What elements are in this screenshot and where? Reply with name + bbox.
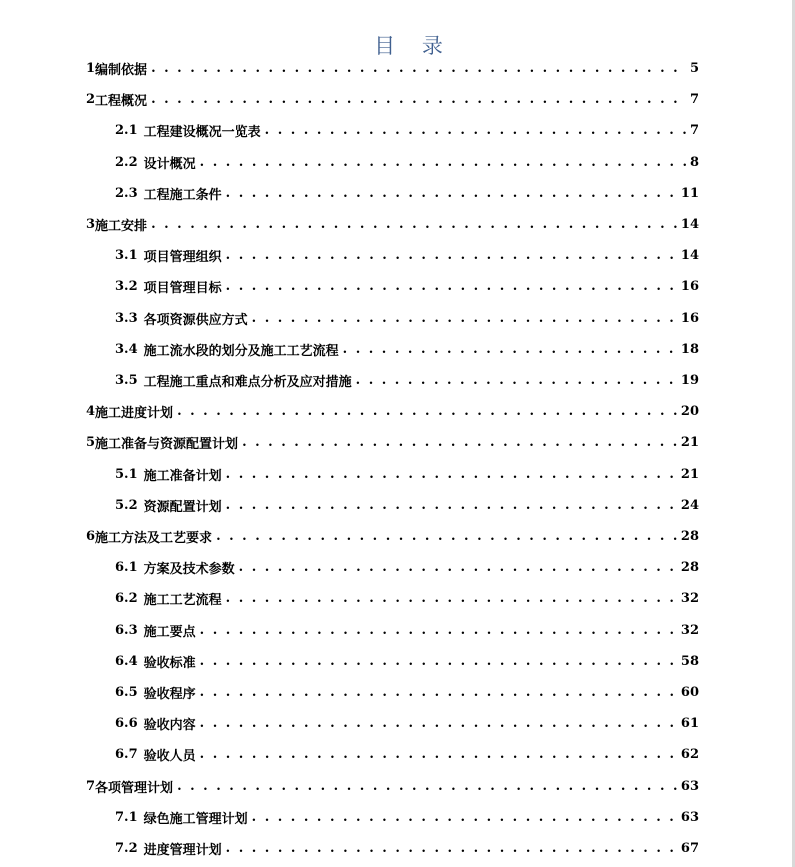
toc-entry[interactable] — [0, 147, 795, 178]
toc-entry[interactable] — [0, 802, 795, 833]
toc-entry[interactable] — [0, 209, 795, 240]
toc-dot-leader — [242, 435, 677, 450]
toc-entry-page: 58 — [680, 653, 699, 669]
toc-dot-leader — [343, 342, 677, 357]
toc-entry-label: 施工要点 — [143, 624, 196, 640]
toc-entry-page: 28 — [680, 560, 699, 576]
toc-entry-label: 施工准备与资源配置计划 — [95, 437, 239, 453]
toc-entry-number: 7.2 — [115, 841, 138, 856]
toc-entry[interactable] — [0, 708, 795, 739]
toc-entry-number: 3.4 — [115, 341, 138, 357]
toc-entry-page: 60 — [680, 685, 699, 700]
toc-dot-leader — [252, 311, 677, 326]
toc-entry-number: 2.2 — [115, 154, 138, 170]
toc-entry-label: 项目管理目标 — [143, 281, 222, 297]
toc-entry-number: 6 — [86, 529, 96, 544]
toc-entry[interactable] — [0, 583, 795, 614]
toc-entry-number: 6.1 — [115, 560, 138, 576]
toc-entry[interactable] — [0, 84, 795, 115]
toc-dot-leader — [200, 685, 677, 700]
toc-entry[interactable] — [0, 396, 795, 427]
toc-entry-label: 施工方法及工艺要求 — [95, 531, 213, 546]
toc-entry-label: 验收内容 — [143, 718, 196, 734]
toc-entry-label: 验收标准 — [143, 655, 196, 671]
toc-entry-label: 绿色施工管理计划 — [143, 811, 248, 827]
toc-entry[interactable] — [0, 178, 795, 209]
toc-entry-number: 3.1 — [115, 248, 138, 264]
toc-entry-page: 7 — [689, 92, 699, 108]
toc-dot-leader — [226, 591, 677, 606]
toc-entry-label: 进度管理计划 — [143, 843, 222, 858]
toc-entry-page: 67 — [680, 841, 699, 856]
toc-entry-label: 工程概况 — [95, 94, 148, 110]
toc-entry-number: 3.5 — [115, 373, 138, 388]
toc-dot-leader — [177, 779, 677, 794]
toc-dot-leader — [151, 61, 686, 76]
toc-entry-page: 63 — [680, 809, 699, 825]
toc-dot-leader — [151, 217, 677, 232]
toc-entry[interactable] — [0, 427, 795, 458]
toc-title: 目 录 — [374, 34, 453, 59]
toc-entry-number: 3.3 — [115, 310, 138, 326]
toc-dot-leader — [216, 529, 677, 544]
toc-entry-label: 施工进度计划 — [95, 406, 174, 422]
toc-entry[interactable] — [0, 303, 795, 334]
toc-entry[interactable] — [0, 115, 795, 146]
toc-entry-page: 63 — [680, 778, 699, 794]
toc-entry-page: 18 — [680, 341, 699, 357]
toc-entry-number: 6.4 — [115, 653, 138, 669]
toc-dot-leader — [226, 186, 677, 201]
toc-entry-page: 7 — [689, 123, 699, 139]
toc-entry-number: 2.3 — [115, 185, 138, 201]
toc-entry-number: 3 — [86, 217, 96, 232]
toc-entry-number: 6.6 — [115, 716, 138, 732]
toc-entry-label: 验收程序 — [143, 687, 196, 702]
toc-entry-label: 设计概况 — [143, 156, 196, 172]
toc-dot-leader — [226, 467, 677, 482]
toc-entry[interactable] — [0, 459, 795, 490]
toc-entry-label: 项目管理组织 — [143, 250, 222, 266]
toc-entry[interactable] — [0, 615, 795, 646]
toc-dot-leader — [239, 560, 677, 575]
toc-entry-page: 11 — [680, 185, 699, 201]
toc-dot-leader — [200, 155, 686, 170]
toc-entry-label: 编制依据 — [95, 63, 148, 78]
toc-dot-leader — [200, 623, 677, 638]
toc-entry[interactable] — [0, 334, 795, 365]
toc-entry-page: 28 — [680, 529, 699, 544]
toc-entry-page: 21 — [680, 466, 699, 482]
toc-entry[interactable] — [0, 490, 795, 521]
toc-entry-number: 2.1 — [115, 123, 138, 139]
toc-dot-leader — [356, 373, 677, 388]
toc-entry-label: 方案及技术参数 — [143, 562, 235, 578]
toc-entry[interactable] — [0, 833, 795, 864]
toc-dot-leader — [200, 654, 677, 669]
toc-entry-number: 7 — [86, 778, 96, 794]
toc-entry-label: 各项资源供应方式 — [143, 312, 248, 328]
toc-entry-page: 21 — [680, 435, 699, 451]
toc-entry[interactable] — [0, 552, 795, 583]
toc-entry-label: 验收人员 — [143, 749, 196, 765]
toc-dot-leader — [226, 498, 677, 513]
toc-entry-number: 2 — [86, 92, 96, 108]
toc-entry-number: 3.2 — [115, 279, 138, 295]
toc-entry-page: 16 — [680, 279, 699, 295]
toc-entry-number: 6.2 — [115, 591, 138, 607]
toc-entry-page: 32 — [680, 622, 699, 638]
toc-entry[interactable] — [0, 521, 795, 552]
toc-dot-leader — [226, 248, 677, 263]
toc-entry-page: 19 — [680, 373, 699, 388]
toc-dot-leader — [226, 841, 677, 856]
toc-entry-number: 6.5 — [115, 685, 138, 700]
toc-entry-page: 14 — [680, 248, 699, 264]
toc-entry-label: 资源配置计划 — [143, 499, 222, 515]
toc-dot-leader — [200, 747, 677, 762]
toc-entry[interactable] — [0, 271, 795, 302]
toc-entry[interactable] — [0, 53, 795, 84]
toc-entry-number: 5 — [86, 435, 96, 451]
toc-entry-number: 5.1 — [115, 466, 138, 482]
toc-entry-page: 14 — [680, 217, 699, 232]
toc-dot-leader — [177, 404, 677, 419]
toc-entry-page: 5 — [689, 61, 699, 76]
toc-entry[interactable] — [0, 240, 795, 271]
toc-entry-number: 7.1 — [115, 809, 138, 825]
toc-entry-page: 8 — [689, 154, 699, 170]
toc-entry-label: 施工安排 — [95, 219, 148, 234]
toc-dot-leader — [226, 279, 677, 294]
toc-entry-page: 62 — [680, 747, 699, 763]
toc-entry-number: 4 — [86, 404, 96, 420]
toc-entry-label: 各项管理计划 — [95, 780, 174, 796]
toc-entry-number: 5.2 — [115, 497, 138, 513]
toc-entry[interactable] — [0, 365, 795, 396]
toc-entry-page: 61 — [680, 716, 699, 732]
toc-entry-page: 24 — [680, 497, 699, 513]
toc-dot-leader — [265, 123, 686, 138]
toc-entry-label: 施工准备计划 — [143, 468, 222, 484]
toc-entry-number: 6.3 — [115, 622, 138, 638]
toc-entry[interactable] — [0, 771, 795, 802]
toc-entry-label: 施工工艺流程 — [143, 593, 222, 609]
toc-entry-page: 32 — [680, 591, 699, 607]
toc-entry-label: 工程建设概况一览表 — [143, 125, 261, 141]
toc-dot-leader — [252, 810, 677, 825]
toc-entry[interactable] — [0, 739, 795, 770]
toc-entry-label: 工程施工重点和难点分析及应对措施 — [143, 375, 352, 390]
toc-entry-page: 20 — [680, 404, 699, 420]
toc-dot-leader — [151, 92, 686, 107]
toc-entry-page: 16 — [680, 310, 699, 326]
toc-entry-number: 1 — [86, 61, 96, 76]
toc-dot-leader — [200, 716, 677, 731]
toc-entry-label: 施工流水段的划分及施工工艺流程 — [143, 343, 339, 359]
toc-entry[interactable] — [0, 677, 795, 708]
toc-entry[interactable] — [0, 646, 795, 677]
toc-entry-label: 工程施工条件 — [143, 187, 222, 203]
toc-entry-number: 6.7 — [115, 747, 138, 763]
